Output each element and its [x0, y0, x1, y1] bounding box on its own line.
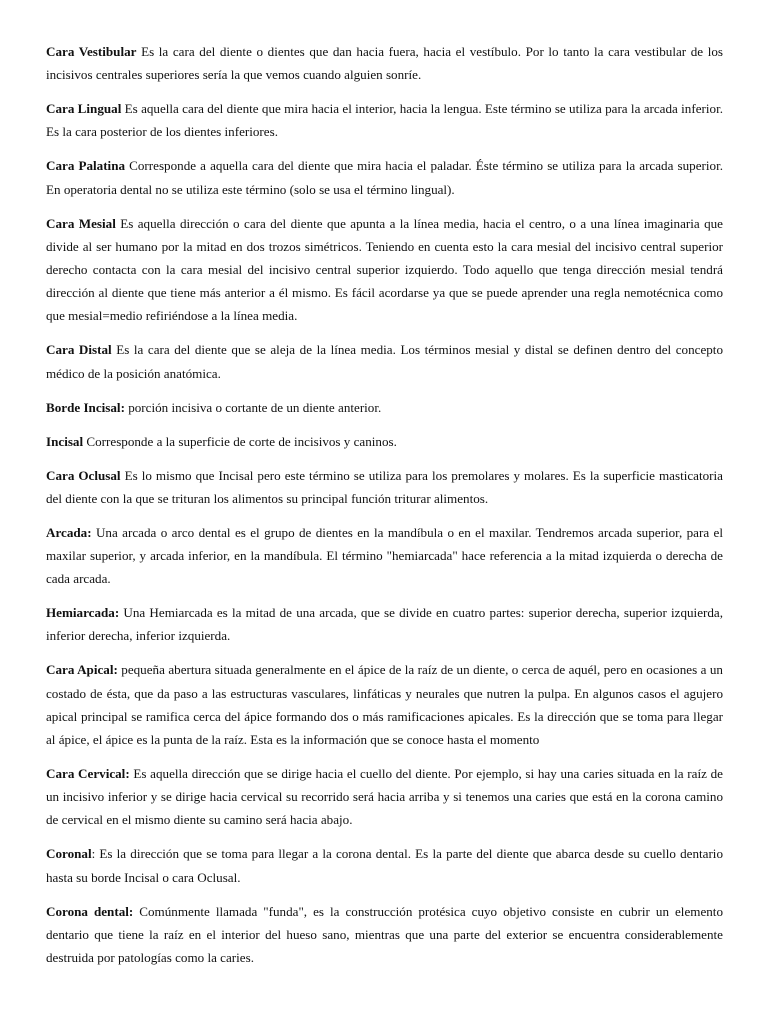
entry-term: Arcada:: [46, 524, 92, 540]
entry-definition: Es la cara del diente que se aleja de la línea media. Los términos mesial y distal se definen dentro del concepto médico de la posición anatómica.: [46, 342, 723, 381]
glossary-entry-cara-palatina: [46, 154, 723, 200]
entry-term: Cara Distal: [46, 342, 112, 358]
glossary-entry-cara-mesial: [46, 212, 723, 328]
entry-definition: Una Hemiarcada es la mitad de una arcada, que se divide en cuatro partes: superior derecha, superior izquierda, inferior derecha, inferior izquierda.: [46, 605, 723, 644]
entry-term: Incisal: [46, 433, 84, 449]
entry-term: Corona dental:: [46, 903, 134, 919]
entry-term: Cara Palatina: [46, 158, 126, 174]
entry-definition: Corresponde a la superficie de corte de incisivos y caninos.: [83, 433, 397, 449]
entry-separator: :: [91, 846, 96, 862]
glossary-entry-borde-incisal: [46, 396, 723, 419]
glossary-entry-cara-distal: [46, 338, 723, 384]
entry-definition: Corresponde a aquella cara del diente que mira hacia el paladar. Éste término se utiliza para la arcada superior. En operatoria dental no se utiliza este término (solo se usa el término lingual).: [46, 158, 723, 197]
glossary-entry-incisal: [46, 430, 723, 453]
glossary-entry-corona-dental: [46, 900, 723, 970]
glossary-entry-cara-lingual: [46, 97, 723, 143]
glossary-entry-cara-vestibular: [46, 40, 723, 86]
document-page: [46, 40, 723, 980]
entry-definition: pequeña abertura situada generalmente en el ápice de la raíz de un diente, o cerca de aquél, pero en ocasiones a un costado de ésta, que da paso a las estructuras vasculares, linfáticas y neurales que nutren la pulpa. En algunos casos el agujero apical principal se ramifica cerca del ápice formando dos o más ramificaciones apicales. Es la dirección que se toma para llegar al ápice, el ápice es la punta de la raíz. Esta es la información que se conoce hasta el momento: [46, 662, 723, 748]
glossary-entry-cara-apical: [46, 658, 723, 751]
entry-definition: Es la dirección que se toma para llegar a la corona dental. Es la parte del diente que abarca desde su cuello dentario hasta su borde Incisal o cara Oclusal.: [46, 846, 723, 885]
entry-definition: Es aquella dirección que se dirige hacia el cuello del diente. Por ejemplo, si hay una caries situada en la raíz de un incisivo inferior y se dirige hacia cervical su recorrido será hacia arriba y si tenemos una caries que está en la corona camino de cervical en el mismo diente su camino será hacia abajo.: [46, 766, 723, 828]
entry-definition: Es la cara del diente o dientes que dan hacia fuera, hacia el vestíbulo. Por lo tanto la cara vestibular de los incisivos centrales superiores sería la que vemos cuando alguien sonríe.: [46, 44, 723, 83]
entry-definition: Es aquella cara del diente que mira hacia el interior, hacia la lengua. Este término se utiliza para la arcada inferior. Es la cara posterior de los dientes inferiores.: [46, 101, 723, 140]
entry-term: Hemiarcada:: [46, 605, 120, 621]
glossary-entry-coronal: [46, 842, 723, 888]
entry-term: Cara Cervical:: [46, 766, 130, 782]
entry-term: Borde Incisal:: [46, 399, 125, 415]
entry-term: Cara Oclusal: [46, 467, 121, 483]
glossary-entry-arcada: [46, 521, 723, 591]
entry-term: Cara Mesial: [46, 215, 116, 231]
entry-term: Coronal: [46, 846, 92, 862]
entry-definition: Una arcada o arco dental es el grupo de dientes en la mandíbula o en el maxilar. Tendremos arcada superior, para el maxilar superior, y arcada inferior, en la mandíbula. El término "hemiarcada" hace referencia a la mitad izquierda o derecha de cada arcada.: [46, 524, 723, 587]
glossary-entry-cara-oclusal: [46, 464, 723, 510]
glossary-entry-cara-cervical: [46, 762, 723, 832]
entry-term: Cara Lingual: [46, 101, 122, 117]
entry-term: Cara Apical:: [46, 662, 118, 678]
entry-definition: Es lo mismo que Incisal pero este término se utiliza para los premolares y molares. Es la superficie masticatoria del diente con la que se trituran los alimentos su principal función triturar alimentos.: [46, 467, 723, 506]
entry-definition: Es aquella dirección o cara del diente que apunta a la línea media, hacia el centro, o a una línea imaginaria que divide al ser humano por la mitad en dos trozos simétricos. Teniendo en cuenta esto la cara mesial del incisivo central superior derecho contacta con la cara mesial del incisivo central superior izquierdo. Todo aquello que tenga dirección mesial tendrá dirección al diente que tiene más anterior a él mismo. Es fácil acordarse ya que se puede aprender una regla nemotécnica como que mesial=medio refiriéndose a la línea media.: [46, 215, 723, 324]
entry-term: Cara Vestibular: [46, 44, 137, 59]
entry-definition: porción incisiva o cortante de un diente anterior.: [124, 399, 382, 415]
entry-definition: Comúnmente llamada "funda", es la construcción protésica cuyo objetivo consiste en cubrir un elemento dentario que tiene la raíz en el interior del hueso sano, mientras que una parte del exterior se encuentra considerablemente destruida por patologías como la caries.: [46, 903, 723, 966]
glossary-entry-hemiarcada: [46, 601, 723, 647]
